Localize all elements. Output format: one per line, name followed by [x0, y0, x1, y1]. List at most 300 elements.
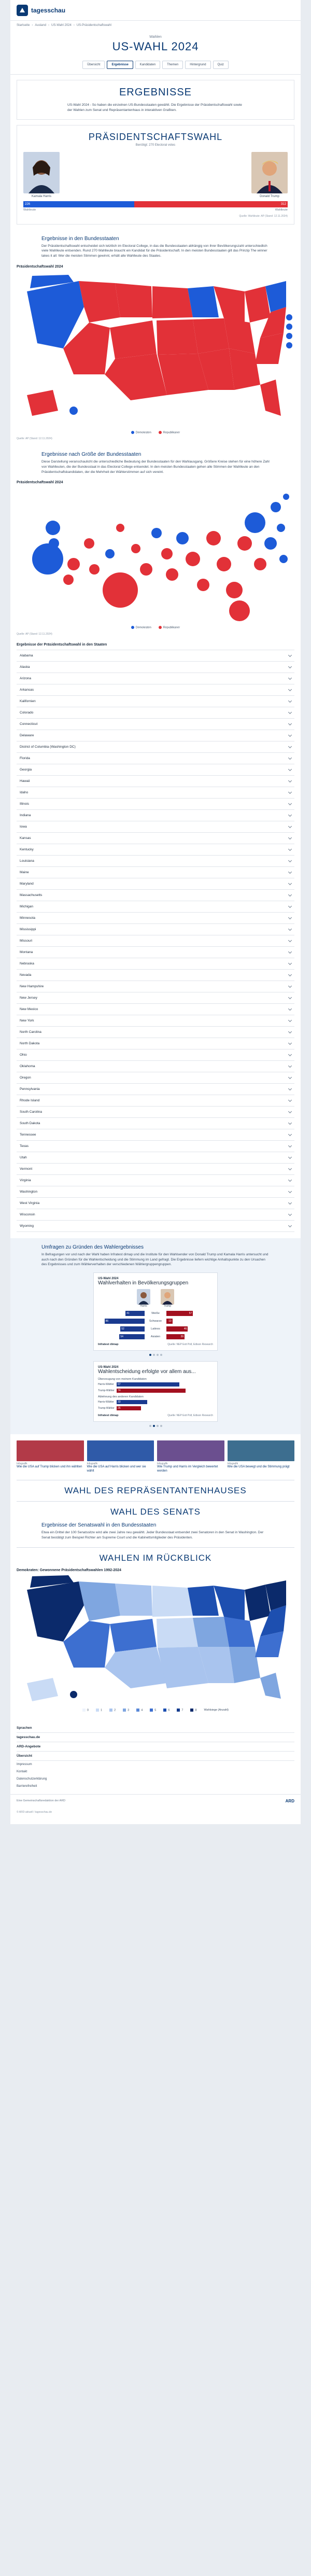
presidential-title: PRÄSIDENTSCHAFTSWAHL: [88, 131, 223, 142]
state-row[interactable]: [17, 992, 294, 1004]
dem-electoral-votes: 226: [25, 202, 31, 206]
harris-portrait: [23, 152, 60, 193]
chevron-down-icon: [288, 847, 292, 851]
state-name: Rhode Island: [20, 1098, 40, 1102]
state-name: Nevada: [20, 973, 32, 977]
infratest-logo: Infratest dimap: [98, 1343, 119, 1347]
group-row: [98, 1318, 213, 1324]
legend-unit: Wahlsiege (Anzahl): [204, 1709, 229, 1712]
chevron-down-icon: [288, 859, 292, 862]
copyright: © ARD-aktuell / tagesschau.de: [17, 1810, 52, 1814]
state-name: Kansas: [20, 836, 31, 840]
state-row[interactable]: [17, 684, 294, 696]
state-name: New Mexico: [20, 1007, 38, 1011]
states-results-paragraph: Der Präsidentschaftswahl entscheidet sich letztlich im Electoral College, in das die Bundesstaaten abhängig von ihrer Bevölkerungszahl unterschiedlich viele Wahlleute entsenden. Rund 270 Wahlleute braucht ein Kandidat für die Präsidentschaft. In den meisten Bundesstaaten gilt das Prinzip The winner takes it all: Wer die meisten Stimmen gewinnt, erhält alle Wahlleute des Staates.: [41, 244, 267, 258]
size-results-heading: Ergebnisse nach Größe der Bundesstaaten: [41, 452, 142, 458]
ard-logo[interactable]: ARD: [285, 1798, 294, 1803]
teaser-card[interactable]: [228, 1440, 295, 1474]
chevron-down-icon: [288, 881, 292, 885]
footer: [10, 1719, 301, 1794]
state-row[interactable]: [17, 1221, 294, 1232]
legend-step: 7: [177, 1709, 183, 1712]
map-legend: [10, 431, 301, 434]
card-footer: [98, 1343, 213, 1346]
state-name: Kalifornien: [20, 699, 36, 703]
state-row[interactable]: [17, 1152, 294, 1164]
tab-candidates[interactable]: Kandidaten: [135, 61, 160, 69]
state-row[interactable]: [17, 1129, 294, 1141]
us-bubble-map[interactable]: [17, 486, 294, 624]
card-title: Wahlentscheidung erfolgte vor allem aus...: [98, 1369, 196, 1375]
state-row[interactable]: [17, 696, 294, 707]
teaser-card[interactable]: [87, 1440, 154, 1474]
candidate-harris: [23, 152, 60, 198]
map-label: Präsidentschaftswahl 2024: [17, 264, 63, 269]
state-name: Utah: [20, 1155, 27, 1159]
state-row[interactable]: [17, 901, 294, 913]
chevron-down-icon: [288, 767, 292, 771]
state-row[interactable]: [17, 1004, 294, 1015]
state-row[interactable]: [17, 1038, 294, 1049]
tagesschau-logo-icon[interactable]: [17, 5, 28, 16]
state-row[interactable]: [17, 833, 294, 844]
footer-sublink[interactable]: Kontakt: [17, 1770, 27, 1773]
chevron-down-icon: [288, 904, 292, 908]
state-name: Mississippi: [20, 927, 36, 931]
chevron-down-icon: [288, 870, 292, 874]
chevron-down-icon: [288, 1075, 292, 1079]
page-kicker: Wahlen: [149, 35, 162, 39]
chevron-down-icon: [288, 1018, 292, 1022]
polls-heading: Umfragen zu Gründen des Wahlergebnisses: [41, 1244, 144, 1250]
motive-bar: 74: [117, 1389, 186, 1393]
chevron-down-icon: [288, 961, 292, 965]
teaser-image: [87, 1440, 154, 1461]
chevron-down-icon: [288, 1144, 292, 1147]
motive-bar: 26: [117, 1406, 141, 1410]
voter-group-label: Trump-Wähler: [98, 1407, 115, 1410]
results-intro: [17, 80, 294, 120]
state-name: New Jersey: [20, 996, 37, 1000]
chevron-down-icon: [288, 779, 292, 782]
chevron-down-icon: [288, 1064, 292, 1068]
state-name: Vermont: [20, 1167, 33, 1171]
footer-sublink[interactable]: Datenschutzerklärung: [17, 1777, 47, 1781]
state-row[interactable]: [17, 890, 294, 901]
presidential-result-box: [17, 125, 294, 225]
state-name: Colorado: [20, 710, 34, 715]
carousel-dots[interactable]: [10, 1425, 301, 1427]
breadcrumb-item[interactable]: Ausland: [35, 24, 47, 27]
card-kicker: US-Wahl 2024: [98, 1366, 119, 1369]
states-results-text: [10, 236, 301, 259]
chevron-down-icon: [288, 1189, 292, 1193]
state-row[interactable]: [17, 730, 294, 741]
chevron-down-icon: [288, 1132, 292, 1136]
motive-bar-row: [98, 1382, 213, 1387]
tab-background[interactable]: Hintergrund: [185, 61, 210, 69]
state-row[interactable]: [17, 821, 294, 833]
results-intro-text: US-Wahl 2024 - So haben die einzelnen US-Bundesstaaten gewählt. Die Ergebnisse der Präsidentschaftswahl sowie der Wahlen zum Senat und Repräsentantenhaus in interaktiven Grafiken.: [67, 103, 242, 112]
legend-step: 4: [136, 1709, 143, 1712]
card-footer: [98, 1414, 213, 1417]
tab-quiz[interactable]: Quiz: [213, 61, 229, 69]
senate-title[interactable]: WAHL DES SENATS: [110, 1506, 201, 1517]
state-row[interactable]: [17, 913, 294, 924]
motive-bar: 67: [117, 1382, 179, 1387]
harris-bar: 86: [105, 1319, 145, 1324]
state-name: Delaware: [20, 733, 34, 737]
states-accordion: [17, 650, 294, 1232]
us-map-svg[interactable]: [17, 271, 294, 426]
harris-mini: Harris: [137, 1289, 150, 1308]
legend-step: 8: [190, 1709, 196, 1712]
history-legend: [10, 1709, 301, 1712]
size-results-text: [10, 452, 301, 474]
legend-rep: Republikaner: [159, 431, 180, 434]
chevron-down-icon: [288, 1041, 292, 1045]
footer-link-home[interactable]: tagesschau.de: [17, 1733, 294, 1742]
state-row[interactable]: [17, 1072, 294, 1084]
state-row[interactable]: [17, 1186, 294, 1198]
footer-claim: Eine Gemeinschaftsredaktion der ARD: [17, 1799, 66, 1803]
state-name: Virginia: [20, 1178, 31, 1182]
state-row[interactable]: [17, 935, 294, 947]
state-row[interactable]: [17, 924, 294, 935]
state-name: District of Columbia (Washington DC): [20, 745, 76, 749]
results-title: ERGEBNISSE: [119, 87, 192, 98]
chevron-down-icon: [288, 710, 292, 714]
brand-name[interactable]: tagesschau: [31, 6, 66, 14]
state-name: Pennsylvania: [20, 1087, 40, 1091]
state-name: Nebraska: [20, 961, 34, 965]
footer-link-languages[interactable]: Sprachen: [17, 1724, 294, 1733]
teaser-card[interactable]: [157, 1440, 224, 1474]
chevron-down-icon: [288, 1201, 292, 1205]
voter-group-label: Harris-Wähler: [98, 1401, 114, 1404]
bubble-map-svg[interactable]: [17, 486, 294, 621]
state-row[interactable]: [17, 810, 294, 821]
electoral-vote-bar: [23, 201, 288, 207]
state-row[interactable]: [17, 719, 294, 730]
breadcrumb-item: US-Präsidentschaftswahl: [76, 24, 111, 27]
legend-dem: Demokraten: [131, 626, 151, 629]
teaser-image: [17, 1440, 84, 1461]
chevron-down-icon: [288, 1030, 292, 1033]
teaser-kicker: Infografik: [227, 1462, 238, 1466]
state-row[interactable]: [17, 981, 294, 992]
state-row[interactable]: [17, 1027, 294, 1038]
chevron-down-icon: [288, 1053, 292, 1056]
states-list-title: Ergebnisse der Präsidentschaftswahl in den Staaten: [17, 642, 107, 647]
state-row[interactable]: [17, 844, 294, 856]
trump-bar: 46: [166, 1326, 188, 1332]
state-row[interactable]: [17, 878, 294, 890]
legend-rep: Republikaner: [159, 626, 180, 629]
legend-step: 0: [82, 1709, 89, 1712]
legend-right: Wahlleute: [275, 208, 288, 212]
candidates-mini: [98, 1289, 213, 1308]
state-name: Oregon: [20, 1075, 31, 1080]
bubble-map-label: Präsidentschaftswahl 2024: [17, 481, 63, 485]
legend-step: 5: [150, 1709, 156, 1712]
state-name: Illinois: [20, 802, 30, 806]
state-name: Ohio: [20, 1053, 27, 1057]
state-name: New York: [20, 1018, 34, 1023]
footer-bottom-bar: [10, 1794, 301, 1808]
footer-link-overview[interactable]: Übersicht: [17, 1752, 294, 1761]
senate-paragraph: Etwa ein Drittel der 100 Senatssitze wird alle zwei Jahre neu gewählt. Jeder Bundesstaat entsendet zwei Senatoren in den Senat in Washington. Der Senat bestätigt zum Beispiel Richter am Supreme Court und die Kabinettsmitglieder des Präsidenten.: [41, 1530, 264, 1539]
trump-bar: 13: [166, 1319, 173, 1324]
state-name: Montana: [20, 950, 33, 954]
motive-bar: 33: [117, 1400, 147, 1404]
group-row: [98, 1310, 213, 1317]
chevron-down-icon: [288, 699, 292, 703]
state-row[interactable]: [17, 799, 294, 810]
state-name: Georgia: [20, 767, 32, 772]
state-name: Wyoming: [20, 1224, 34, 1228]
rep-electoral-votes: 312: [280, 202, 286, 206]
state-name: Florida: [20, 756, 30, 760]
chevron-down-icon: [288, 745, 292, 748]
polls-paragraph: In Befragungen vor und nach der Wahl haben Infratest dimap und die Institute für den Wahlsender von Donald Trump und Kamala Harris untersucht und auch nach den Gründen für die Wahlentscheidung und die Stimmung im Land gefragt. Die Ergebnisse liefern wichtige Anhaltspunkte zu den Ursachen des Ergebnisses und zum Wählerverhalten der verschiedenen Wählergruppengruppen.: [41, 1252, 268, 1267]
state-name: Hawaii: [20, 779, 30, 783]
chevron-down-icon: [288, 1007, 292, 1011]
chevron-down-icon: [288, 813, 292, 817]
section-rejection: Ablehnung des anderen Kandidaten: [98, 1395, 144, 1399]
chevron-down-icon: [288, 722, 292, 725]
legend-step: 3: [123, 1709, 129, 1712]
states-results-heading: Ergebnisse in den Bundesstaaten: [41, 235, 119, 242]
rep-electoral-bar: [134, 201, 288, 207]
state-row[interactable]: [17, 776, 294, 787]
harris-name: Kamala Harris: [31, 194, 51, 198]
chevron-down-icon: [288, 1087, 292, 1090]
state-name: Missouri: [20, 939, 33, 943]
breadcrumb: Startseite › Ausland › US-Wahl 2024 › US-Präsidentschaftswahl: [17, 24, 111, 27]
state-row[interactable]: [17, 1198, 294, 1209]
harris-bar: 52: [120, 1326, 145, 1332]
infographic-teasers: [17, 1440, 294, 1474]
teaser-kicker: Infografik: [157, 1462, 168, 1466]
chevron-down-icon: [288, 802, 292, 805]
bubble-map-source: Quelle: AP (Stand: 12.11.2024): [17, 632, 52, 636]
teaser-kicker: Infografik: [17, 1462, 27, 1466]
state-row[interactable]: [17, 1175, 294, 1186]
state-name: Washington: [20, 1189, 38, 1194]
chevron-down-icon: [288, 927, 292, 931]
chevron-down-icon: [288, 1110, 292, 1113]
chevron-down-icon: [288, 1224, 292, 1227]
trump-bar: 39: [166, 1334, 185, 1339]
us-results-map[interactable]: [17, 271, 294, 429]
chevron-down-icon: [288, 973, 292, 976]
harris-bar: 41: [125, 1311, 145, 1316]
breadcrumb-item[interactable]: Startseite: [17, 24, 30, 27]
chevron-down-icon: [288, 1212, 292, 1216]
group-label: Schwarze: [149, 1319, 162, 1323]
chevron-down-icon: [288, 1098, 292, 1102]
trump-bar: 57: [166, 1311, 193, 1316]
motive-bar-row: [98, 1388, 213, 1393]
card-kicker: US-Wahl 2024: [98, 1277, 119, 1281]
tab-topics[interactable]: Themen: [162, 61, 183, 69]
state-row[interactable]: [17, 707, 294, 719]
state-row[interactable]: [17, 867, 294, 878]
state-row[interactable]: [17, 753, 294, 764]
trump-portrait: [251, 152, 288, 193]
conviction-bars: [98, 1382, 213, 1393]
chevron-down-icon: [288, 1178, 292, 1182]
state-name: Tennessee: [20, 1132, 36, 1137]
motive-bar-row: [98, 1406, 213, 1411]
group-label: Latinos: [151, 1327, 160, 1331]
state-row[interactable]: [17, 741, 294, 753]
chevron-down-icon: [288, 836, 292, 839]
voter-group-label: Harris-Wähler: [98, 1383, 114, 1387]
state-name: New Hampshire: [20, 984, 44, 988]
card-source: Quelle: NEP Exit Poll, Edison Research: [167, 1343, 213, 1347]
state-name: Massachusetts: [20, 893, 43, 897]
state-name: Oklahoma: [20, 1064, 35, 1068]
legend-step: 2: [109, 1709, 116, 1712]
state-name: Minnesota: [20, 916, 35, 920]
footer-sublink[interactable]: Barrierefreiheit: [17, 1784, 37, 1788]
footer-sublink[interactable]: Impressum: [17, 1762, 32, 1766]
state-row[interactable]: [17, 1164, 294, 1175]
state-name: Wisconsin: [20, 1212, 35, 1216]
history-map[interactable]: [17, 1574, 294, 1706]
state-name: Kentucky: [20, 847, 34, 851]
state-row[interactable]: [17, 1107, 294, 1118]
legend-step: 1: [96, 1709, 102, 1712]
state-name: West Virginia: [20, 1201, 40, 1205]
teaser-title: Wie die USA auf Trump blicken und ihn wählten: [17, 1465, 82, 1469]
page-title: US-WAHL 2024: [112, 40, 199, 53]
page: [10, 0, 301, 1824]
state-row[interactable]: [17, 673, 294, 684]
teaser-title: Wie die USA bewegt und die Stimmung prägt: [227, 1465, 290, 1469]
chevron-down-icon: [288, 1121, 292, 1125]
top-navigation-bar: [10, 0, 301, 21]
sub-navigation: [10, 57, 301, 75]
legend-step: 6: [163, 1709, 169, 1712]
card-source: Quelle: NEP Exit Poll, Edison Research: [167, 1414, 213, 1418]
state-name: Indiana: [20, 813, 31, 817]
state-name: South Dakota: [20, 1121, 40, 1125]
chevron-down-icon: [288, 733, 292, 737]
tab-overview[interactable]: Übersicht: [82, 61, 105, 69]
teaser-image: [157, 1440, 224, 1461]
breadcrumb-item[interactable]: US-Wahl 2024: [51, 24, 72, 27]
history-map-svg[interactable]: [17, 1574, 294, 1704]
chevron-down-icon: [288, 688, 292, 691]
state-name: Connecticut: [20, 722, 38, 726]
bubble-map-legend: [10, 626, 301, 629]
teaser-kicker: Infografik: [87, 1462, 98, 1466]
chevron-down-icon: [288, 676, 292, 680]
group-row: [98, 1333, 213, 1340]
state-name: Idaho: [20, 790, 29, 794]
section-conviction: Überzeugung von meinem Kandidaten: [98, 1378, 147, 1381]
legend-dem: Demokraten: [131, 431, 151, 434]
group-rows: [98, 1310, 213, 1340]
teaser-card[interactable]: [17, 1440, 84, 1474]
state-row[interactable]: [17, 787, 294, 799]
state-name: Arizona: [20, 676, 32, 680]
chevron-down-icon: [288, 665, 292, 668]
state-row[interactable]: [17, 1141, 294, 1152]
legend-left: Wahlleute: [23, 208, 36, 212]
teaser-title: Wie die USA auf Harris blicken und wer sie wählt: [87, 1465, 146, 1473]
majority-note: Benötigt: 270 Electoral votes: [135, 143, 176, 147]
state-name: Maryland: [20, 881, 34, 886]
senate-heading: Ergebnisse der Senatswahl in den Bundesstaaten: [41, 1522, 157, 1528]
carousel-dots[interactable]: [10, 1354, 301, 1356]
state-row[interactable]: [17, 764, 294, 776]
group-label: Asiaten: [150, 1335, 161, 1338]
trump-name: Donald Trump: [260, 194, 279, 198]
state-name: Alabama: [20, 653, 33, 657]
state-row[interactable]: [17, 1015, 294, 1027]
footer-link-ard[interactable]: ARD-Angebote: [17, 1742, 294, 1752]
candidate-trump: [251, 152, 288, 198]
state-row[interactable]: [17, 1061, 294, 1072]
polls-text: [10, 1244, 301, 1267]
state-name: Maine: [20, 870, 29, 874]
state-name: North Carolina: [20, 1030, 41, 1034]
source-note: Quelle: Wahlleute: AP (Stand: 12.11.2024): [239, 214, 288, 218]
poll-card-motive[interactable]: [93, 1361, 218, 1422]
state-row[interactable]: [17, 1209, 294, 1221]
history-title: WAHLEN IM RÜCKBLICK: [99, 1553, 212, 1563]
state-row[interactable]: [17, 970, 294, 981]
chevron-down-icon: [288, 756, 292, 760]
trump-mini: Trump: [161, 1289, 174, 1308]
dem-electoral-bar: [23, 201, 134, 207]
state-row[interactable]: [17, 662, 294, 673]
chevron-down-icon: [288, 790, 292, 794]
map-source: Quelle: AP (Stand: 12.11.2024): [17, 437, 52, 441]
state-row[interactable]: [17, 856, 294, 867]
chevron-down-icon: [288, 893, 292, 897]
chevron-down-icon: [288, 984, 292, 988]
state-row[interactable]: [17, 947, 294, 958]
state-name: Louisiana: [20, 859, 34, 863]
state-row[interactable]: [17, 1049, 294, 1061]
candidates-row: [23, 152, 288, 198]
state-name: Arkansas: [20, 688, 34, 692]
poll-card-groups[interactable]: [93, 1272, 218, 1351]
infratest-logo: Infratest dimap: [98, 1414, 119, 1418]
state-row[interactable]: [17, 650, 294, 662]
tab-results[interactable]: Ergebnisse: [107, 61, 133, 69]
chevron-down-icon: [288, 1155, 292, 1159]
card-title: Wahlverhalten in Bevölkerungsgruppen: [98, 1280, 189, 1286]
state-row[interactable]: [17, 1118, 294, 1129]
state-name: South Carolina: [20, 1110, 42, 1114]
state-row[interactable]: [17, 1084, 294, 1095]
state-name: Alaska: [20, 665, 30, 669]
motive-bar-row: [98, 1399, 213, 1405]
state-name: Texas: [20, 1144, 29, 1148]
page-header: [10, 30, 301, 57]
rejection-bars: [98, 1399, 213, 1411]
history-map-label: Demokraten: Gewonnene Präsidentschaftswahlen 1992-2024: [17, 1569, 121, 1573]
house-title[interactable]: WAHL DES REPRÄSENTANTENHAUSES: [64, 1485, 247, 1495]
state-row[interactable]: [17, 1095, 294, 1107]
state-row[interactable]: [17, 958, 294, 970]
